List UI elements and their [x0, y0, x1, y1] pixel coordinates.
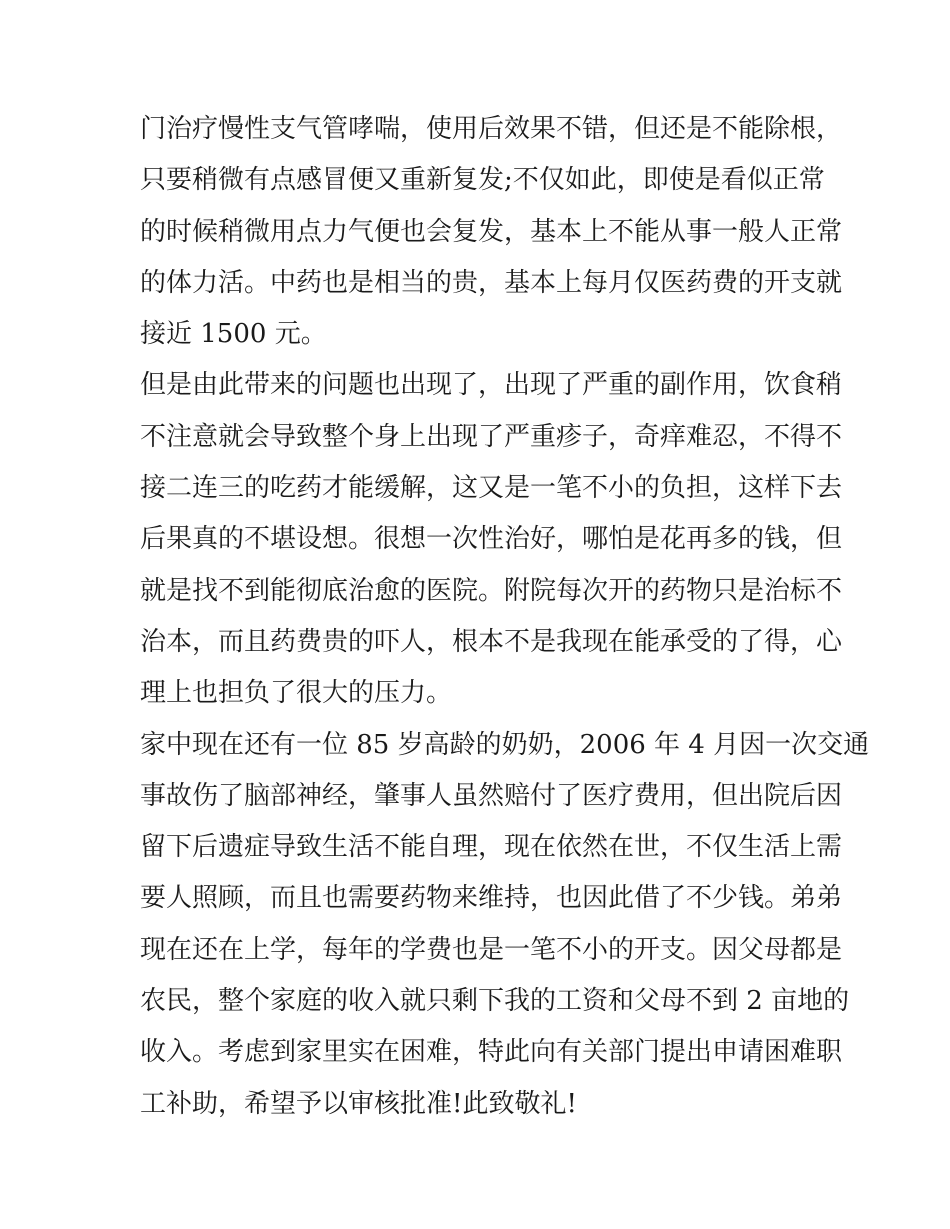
text-line: 理上也担负了很大的压力。: [140, 678, 453, 709]
text-line: 接近 1500 元。: [140, 319, 327, 350]
text-line: 就是找不到能彻底治愈的医院。附院每次开的药物只是治标不: [140, 575, 843, 606]
text-line: 收入。考虑到家里实在困难，特此向有关部门提出申请困难职: [140, 1037, 843, 1068]
text-line: 的体力活。中药也是相当的贵，基本上每月仅医药费的开支就: [140, 267, 843, 298]
text-line: 不注意就会导致整个身上出现了严重疹子，奇痒难忍，不得不: [140, 421, 843, 452]
text-line: 农民，整个家庭的收入就只剩下我的工资和父母不到 2 亩地的: [140, 986, 850, 1017]
text-line: 后果真的不堪设想。很想一次性治好，哪怕是花再多的钱，但: [140, 524, 843, 555]
text-line: 工补助，希望予以审核批准!此致敬礼!: [140, 1088, 577, 1119]
text-line: 治本，而且药费贵的吓人，根本不是我现在能承受的了得，心: [140, 626, 843, 657]
text-line: 只要稍微有点感冒便又重新复发;不仅如此，即使是看似正常: [140, 165, 825, 196]
text-line: 现在还在上学，每年的学费也是一笔不小的开支。因父母都是: [140, 934, 843, 965]
text-line: 要人照顾，而且也需要药物来维持，也因此借了不少钱。弟弟: [140, 883, 843, 914]
body-text: [140, 104, 870, 1130]
text-line: 的时候稍微用点力气便也会复发，基本上不能从事一般人正常: [140, 216, 843, 247]
text-line: 留下后遗症导致生活不能自理，现在依然在世，不仅生活上需: [140, 832, 843, 863]
text-line: 但是由此带来的问题也出现了，出现了严重的副作用，饮食稍: [140, 370, 843, 401]
text-line: 事故伤了脑部神经，肇事人虽然赔付了医疗费用，但出院后因: [140, 780, 843, 811]
text-line: 门治疗慢性支气管哮喘，使用后效果不错，但还是不能除根，: [140, 114, 843, 144]
text-line: 家中现在还有一位 85 岁高龄的奶奶，2006 年 4 月因一次交通: [140, 729, 870, 760]
text-line: 接二连三的吃药才能缓解，这又是一笔不小的负担，这样下去: [140, 473, 843, 504]
